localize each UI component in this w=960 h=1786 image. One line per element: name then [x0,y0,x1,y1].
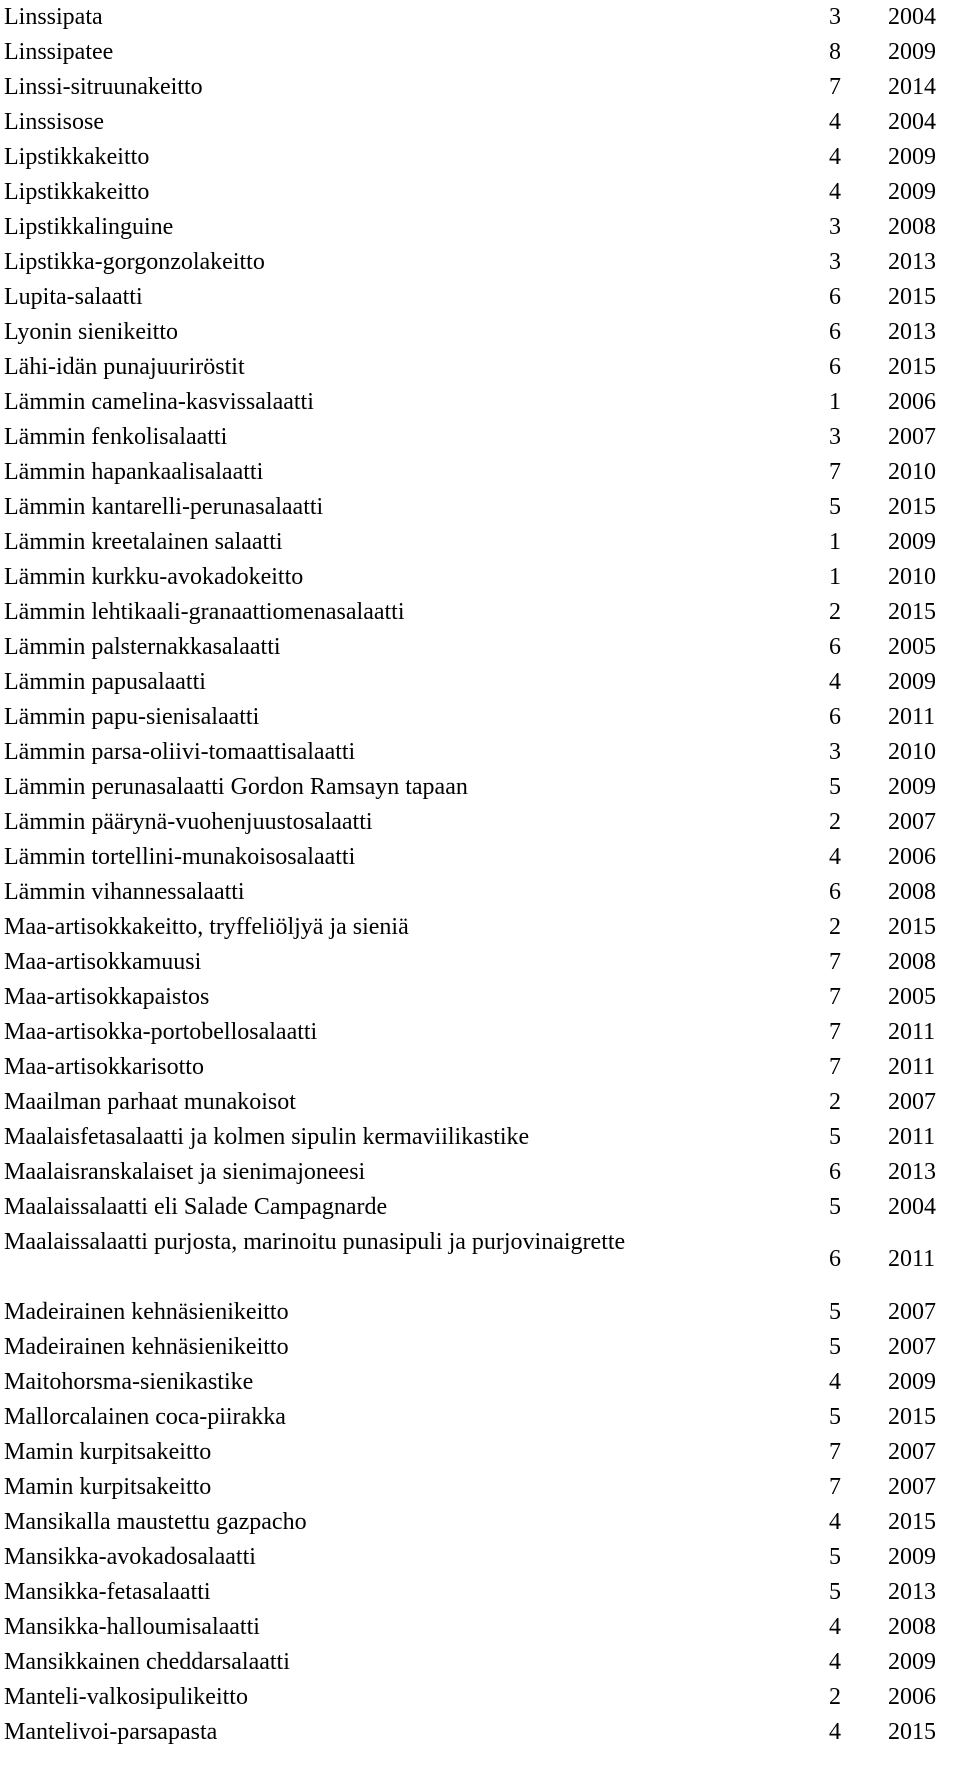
recipe-count: 5 [829,1194,841,1220]
list-item [0,1505,960,1540]
recipe-year: 2011 [888,1124,936,1150]
list-item [0,245,960,280]
recipe-count: 4 [829,1509,841,1535]
list-item [0,1400,960,1435]
list-item [0,0,960,35]
list-item [0,1715,960,1750]
list-item [0,945,960,980]
list-item [0,350,960,385]
recipe-name: Mantelivoi-parsapasta [4,1719,218,1745]
list-item [0,455,960,490]
list-item [0,1120,960,1155]
recipe-year: 2015 [888,599,936,625]
recipe-name: Maalaissalaatti purjosta, marinoitu punasipuli ja purjovinaigrette [4,1229,626,1255]
recipe-name: Lämmin papu-sienisalaatti [4,704,260,730]
recipe-name: Lämmin päärynä-vuohenjuustosalaatti [4,809,373,835]
recipe-count: 3 [829,424,841,450]
recipe-year: 2004 [888,1194,936,1220]
list-item [0,630,960,665]
recipe-count: 5 [829,1404,841,1430]
recipe-count: 7 [829,459,841,485]
recipe-name: Lämmin lehtikaali-granaattiomenasalaatti [4,599,405,625]
recipe-year: 2011 [888,1019,936,1045]
recipe-count: 4 [829,109,841,135]
recipe-year: 2011 [888,1246,936,1272]
recipe-name: Lämmin parsa-oliivi-tomaattisalaatti [4,739,356,765]
recipe-name: Linssisose [4,109,105,135]
list-item [0,770,960,805]
list-item [0,175,960,210]
recipe-count: 4 [829,1719,841,1745]
recipe-name: Lämmin camelina-kasvissalaatti [4,389,314,415]
recipe-count: 3 [829,739,841,765]
recipe-name: Maalaissalaatti eli Salade Campagnarde [4,1194,388,1220]
recipe-count: 7 [829,1439,841,1465]
recipe-count: 7 [829,1019,841,1045]
recipe-count: 7 [829,949,841,975]
recipe-count: 5 [829,1544,841,1570]
list-item [0,875,960,910]
list-item [0,1330,960,1365]
recipe-count: 2 [829,1684,841,1710]
recipe-name: Mamin kurpitsakeitto [4,1439,212,1465]
recipe-name: Lyonin sienikeitto [4,319,178,345]
recipe-count: 7 [829,74,841,100]
list-item [0,1575,960,1610]
recipe-year: 2009 [888,179,936,205]
recipe-name: Lämmin tortellini-munakoisosalaatti [4,844,356,870]
recipe-name: Lähi-idän punajuuriröstit [4,354,245,380]
list-item [0,1610,960,1645]
list-item [0,1050,960,1085]
recipe-count: 3 [829,4,841,30]
recipe-name: Mansikka-halloumisalaatti [4,1614,260,1640]
recipe-name: Maitohorsma-sienikastike [4,1369,254,1395]
recipe-count: 6 [829,1246,841,1272]
list-item [0,1435,960,1470]
recipe-name: Maalaisfetasalaatti ja kolmen sipulin kermaviilikastike [4,1124,530,1150]
recipe-name: Maa-artisokkakeitto, tryffeliöljyä ja sieniä [4,914,409,940]
recipe-name: Maailman parhaat munakoisot [4,1089,296,1115]
recipe-year: 2015 [888,354,936,380]
recipe-year: 2014 [888,74,936,100]
recipe-year: 2008 [888,949,936,975]
recipe-year: 2008 [888,1614,936,1640]
list-item [0,560,960,595]
recipe-count: 5 [829,1579,841,1605]
recipe-count: 5 [829,774,841,800]
recipe-count: 6 [829,879,841,905]
recipe-name: Maa-artisokkamuusi [4,949,202,975]
recipe-year: 2009 [888,669,936,695]
recipe-name: Mallorcalainen coca-piirakka [4,1404,286,1430]
list-item [0,1365,960,1400]
recipe-year: 2015 [888,1719,936,1745]
recipe-count: 5 [829,1334,841,1360]
recipe-name: Lipstikka-gorgonzolakeitto [4,249,265,275]
recipe-count: 6 [829,634,841,660]
recipe-count: 4 [829,1369,841,1395]
recipe-name: Mansikka-fetasalaatti [4,1579,211,1605]
recipe-name: Lämmin papusalaatti [4,669,206,695]
recipe-name: Madeirainen kehnäsienikeitto [4,1334,289,1360]
recipe-name: Linssi-sitruunakeitto [4,74,203,100]
list-item [0,105,960,140]
recipe-year: 2015 [888,494,936,520]
recipe-year: 2015 [888,1404,936,1430]
recipe-year: 2013 [888,319,936,345]
recipe-year: 2005 [888,984,936,1010]
list-item [0,595,960,630]
recipe-year: 2008 [888,214,936,240]
list-item [0,525,960,560]
recipe-name: Mamin kurpitsakeitto [4,1474,212,1500]
recipe-name: Linssipatee [4,39,114,65]
recipe-name: Lämmin hapankaalisalaatti [4,459,264,485]
list-item [0,910,960,945]
recipe-name: Lämmin palsternakkasalaatti [4,634,281,660]
recipe-count: 6 [829,1159,841,1185]
recipe-year: 2007 [888,1089,936,1115]
recipe-count: 6 [829,284,841,310]
recipe-name: Lämmin fenkolisalaatti [4,424,228,450]
list-item [0,1295,960,1330]
list-item [0,665,960,700]
recipe-count: 5 [829,1124,841,1150]
recipe-name: Lämmin kurkku-avokadokeitto [4,564,304,590]
list-item [0,490,960,525]
recipe-year: 2009 [888,144,936,170]
list-item [0,1155,960,1190]
recipe-year: 2013 [888,249,936,275]
recipe-year: 2015 [888,1509,936,1535]
list-item [0,840,960,875]
recipe-year: 2009 [888,1369,936,1395]
list-item [0,1190,960,1225]
list-item [0,1470,960,1505]
recipe-year: 2011 [888,1054,936,1080]
recipe-name: Maa-artisokkarisotto [4,1054,204,1080]
recipe-count: 3 [829,249,841,275]
recipe-count: 5 [829,1299,841,1325]
recipe-count: 2 [829,1089,841,1115]
recipe-count: 7 [829,1474,841,1500]
recipe-year: 2010 [888,459,936,485]
list-item [0,1540,960,1575]
recipe-year: 2009 [888,529,936,555]
list-item [0,210,960,245]
list-item [0,1645,960,1680]
recipe-year: 2015 [888,284,936,310]
recipe-count: 1 [829,564,841,590]
recipe-name: Lupita-salaatti [4,284,143,310]
recipe-count: 4 [829,144,841,170]
recipe-year: 2007 [888,1334,936,1360]
recipe-count: 3 [829,214,841,240]
list-item [0,805,960,840]
recipe-count: 1 [829,529,841,555]
recipe-name: Mansikalla maustettu gazpacho [4,1509,307,1535]
recipe-name: Lämmin perunasalaatti Gordon Ramsayn tapaan [4,774,468,800]
recipe-count: 4 [829,1614,841,1640]
recipe-year: 2007 [888,1439,936,1465]
list-item [0,315,960,350]
list-item [0,980,960,1015]
list-item [0,385,960,420]
list-item [0,735,960,770]
recipe-year: 2009 [888,774,936,800]
recipe-count: 7 [829,984,841,1010]
recipe-count: 2 [829,599,841,625]
recipe-year: 2009 [888,1544,936,1570]
recipe-count: 6 [829,319,841,345]
recipe-count: 7 [829,1054,841,1080]
recipe-name: Lipstikkakeitto [4,144,150,170]
recipe-name: Madeirainen kehnäsienikeitto [4,1299,289,1325]
recipe-count: 1 [829,389,841,415]
recipe-year: 2007 [888,1474,936,1500]
list-item [0,70,960,105]
recipe-year: 2013 [888,1579,936,1605]
recipe-count: 4 [829,844,841,870]
recipe-year: 2009 [888,39,936,65]
recipe-year: 2013 [888,1159,936,1185]
recipe-name: Lipstikkalinguine [4,214,174,240]
recipe-year: 2008 [888,879,936,905]
list-item [0,420,960,455]
recipe-year: 2006 [888,1684,936,1710]
recipe-name: Mansikkainen cheddarsalaatti [4,1649,290,1675]
recipe-count: 5 [829,494,841,520]
recipe-year: 2007 [888,809,936,835]
list-item [0,140,960,175]
recipe-year: 2007 [888,424,936,450]
recipe-name: Mansikka-avokadosalaatti [4,1544,256,1570]
recipe-name: Lämmin kreetalainen salaatti [4,529,283,555]
list-item [0,700,960,735]
list-item [0,1015,960,1050]
recipe-count: 6 [829,354,841,380]
recipe-name: Maa-artisokka-portobellosalaatti [4,1019,318,1045]
recipe-year: 2006 [888,389,936,415]
list-item [0,35,960,70]
recipe-count: 4 [829,179,841,205]
recipe-year: 2010 [888,739,936,765]
recipe-year: 2004 [888,109,936,135]
recipe-year: 2005 [888,634,936,660]
recipe-name: Lipstikkakeitto [4,179,150,205]
recipe-count: 6 [829,704,841,730]
recipe-year: 2007 [888,1299,936,1325]
list-item [0,1680,960,1715]
recipe-name: Lämmin kantarelli-perunasalaatti [4,494,324,520]
list-item [0,1085,960,1120]
recipe-name: Maa-artisokkapaistos [4,984,210,1010]
recipe-name: Manteli-valkosipulikeitto [4,1684,248,1710]
recipe-year: 2006 [888,844,936,870]
recipe-count: 2 [829,914,841,940]
recipe-year: 2011 [888,704,936,730]
recipe-year: 2010 [888,564,936,590]
recipe-count: 4 [829,669,841,695]
recipe-count: 2 [829,809,841,835]
recipe-name: Linssipata [4,4,103,30]
recipe-count: 8 [829,39,841,65]
list-item [0,280,960,315]
list-item [0,1225,960,1295]
recipe-name: Lämmin vihannessalaatti [4,879,245,905]
recipe-year: 2009 [888,1649,936,1675]
recipe-name: Maalaisranskalaiset ja sienimajoneesi [4,1159,366,1185]
recipe-count: 4 [829,1649,841,1675]
recipe-year: 2004 [888,4,936,30]
recipe-year: 2015 [888,914,936,940]
